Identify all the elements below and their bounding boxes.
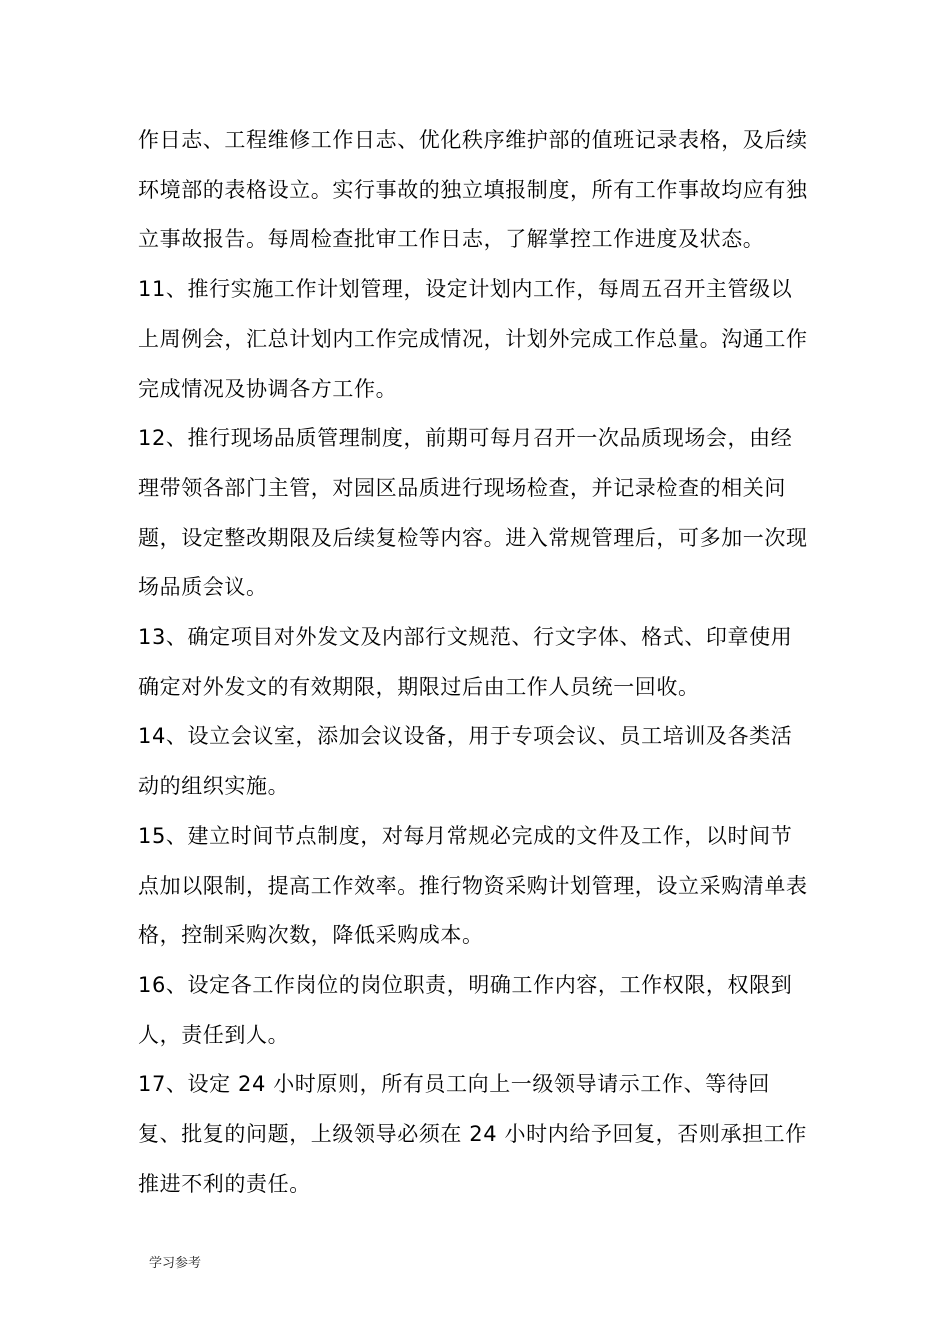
document-body — [138, 116, 810, 1209]
paragraph-item-12: 12、推行现场品质管理制度，前期可每月召开一次品质现场会，由经理带领各部门主管，对园区品质进行现场检查，并记录检查的相关问题，设定整改期限及后续复检等内容。进入常规管理后，可多加一次现场品质会议。 — [138, 426, 808, 600]
paragraph-item-17: 17、设定 24 小时原则，所有员工向上一级领导请示工作、等待回复、批复的问题，上级领导必须在 24 小时内给予回复，否则承担工作推进不利的责任。 — [138, 1072, 807, 1196]
paragraph-item-11: 11、推行实施工作计划管理，设定计划内工作，每周五召开主管级以上周例会，汇总计划内工作完成情况，计划外完成工作总量。沟通工作完成情况及协调各方工作。 — [138, 277, 808, 401]
paragraph-item-15: 15、建立时间节点制度，对每月常规必完成的文件及工作，以时间节点加以限制，提高工作效率。推行物资采购计划管理，设立采购清单表格，控制采购次数，降低采购成本。 — [138, 823, 808, 948]
paragraph-item-16: 16、设定各工作岗位的岗位职责，明确工作内容，工作权限，权限到人，责任到人。 — [138, 972, 793, 1047]
paragraph-item-13: 13、确定项目对外发文及内部行文规范、行文字体、格式、印章使用确定对外发文的有效期限，期限过后由工作人员统一回收。 — [138, 625, 793, 699]
page-footer-note: 学习参考 — [149, 1256, 202, 1271]
paragraph-continuation: 作日志、工程维修工作日志、优化秩序维护部的值班记录表格，及后续环境部的表格设立。实行事故的独立填报制度，所有工作事故均应有独立事故报告。每周检查批审工作日志，了解掌控工作进度及状态。 — [138, 128, 808, 252]
paragraph-item-14: 14、设立会议室，添加会议设备，用于专项会议、员工培训及各类活动的组织实施。 — [138, 724, 793, 799]
